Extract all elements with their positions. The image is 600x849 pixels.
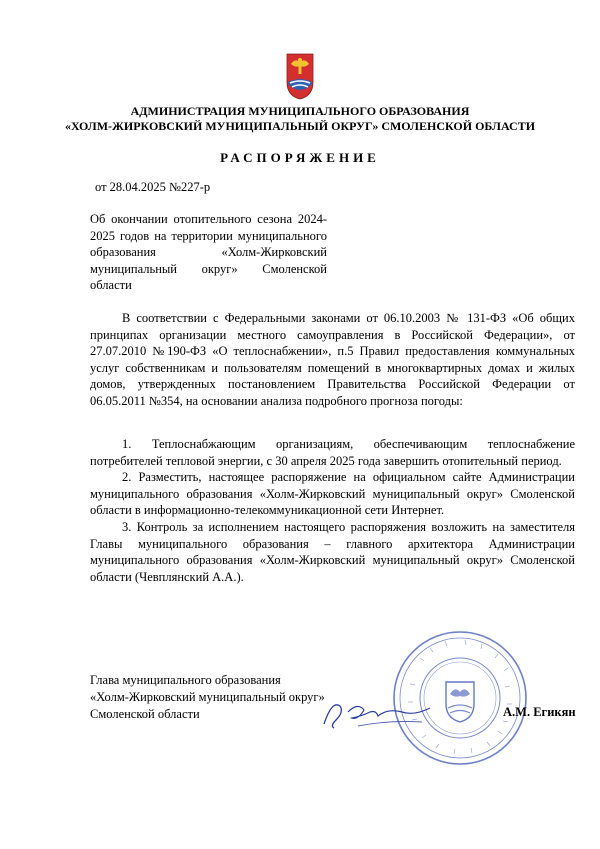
signatory-position-line-3: Смоленской области	[90, 706, 200, 721]
signatory-name: А.М. Егикян	[503, 705, 576, 719]
preamble	[90, 310, 575, 410]
order-item-1: 1. Теплоснабжающим организациям, обеспечивающим теплоснабжение потребителей тепловой энергии, с 30 апреля 2025 года завершить отопительный период.	[90, 437, 575, 468]
header-line-1: АДМИНИСТРАЦИЯ МУНИЦИПАЛЬНОГО ОБРАЗОВАНИЯ	[130, 104, 470, 118]
order-item-2: 2. Разместить, настоящее распоряжение на официальном сайте Администрации муниципального образования «Холм-Жирковский муниципальный округ» Смоленской области в информационно-телекоммуникационной сети Интернет.	[90, 470, 575, 518]
order-items	[90, 436, 575, 585]
signatory-position	[90, 672, 325, 722]
document-date-number: от 28.04.2025 №227-р	[95, 180, 211, 194]
document-title: РАСПОРЯЖЕНИЕ	[220, 150, 380, 165]
handwritten-signature-icon	[318, 690, 438, 735]
signatory-position-line-1: Глава муниципального образования	[90, 673, 281, 687]
signatory-position-line-2: «Холм-Жирковский муниципальный округ»	[90, 689, 325, 704]
preamble-text: В соответствии с Федеральными законами от 06.10.2003 № 131-ФЗ «Об общих принципах организации местного самоуправления в Российской Федерации», от 27.07.2010 №190-ФЗ «О теплоснабжении», п.5 Правил предоставления коммунальных услуг собственникам и пользователям помещений в многоквартирных домах и жилых домов, утвержденных постановлением Правительства Российской Федерации от 06.05.2011 №354, на основании анализа подробного прогноза погоды:	[90, 311, 575, 408]
document-subject: Об окончании отопительного сезона 2024-2025 годов на территории муниципального образования «Холм-Жирковский муниципальный округ» Смоленской области	[90, 212, 327, 293]
coat-of-arms-icon	[285, 52, 315, 100]
header-line-2: «ХОЛМ-ЖИРКОВСКИЙ МУНИЦИПАЛЬНЫЙ ОКРУГ» СМОЛЕНСКОЙ ОБЛАСТИ	[64, 119, 536, 133]
order-item-3: 3. Контроль за исполнением настоящего распоряжения возложить на заместителя Главы муниципального образования – главного архитектора Администрации муниципального образования «Холм-Жирковский муниципальный округ» Смоленской области (Чевплянский А.А.).	[90, 519, 575, 584]
